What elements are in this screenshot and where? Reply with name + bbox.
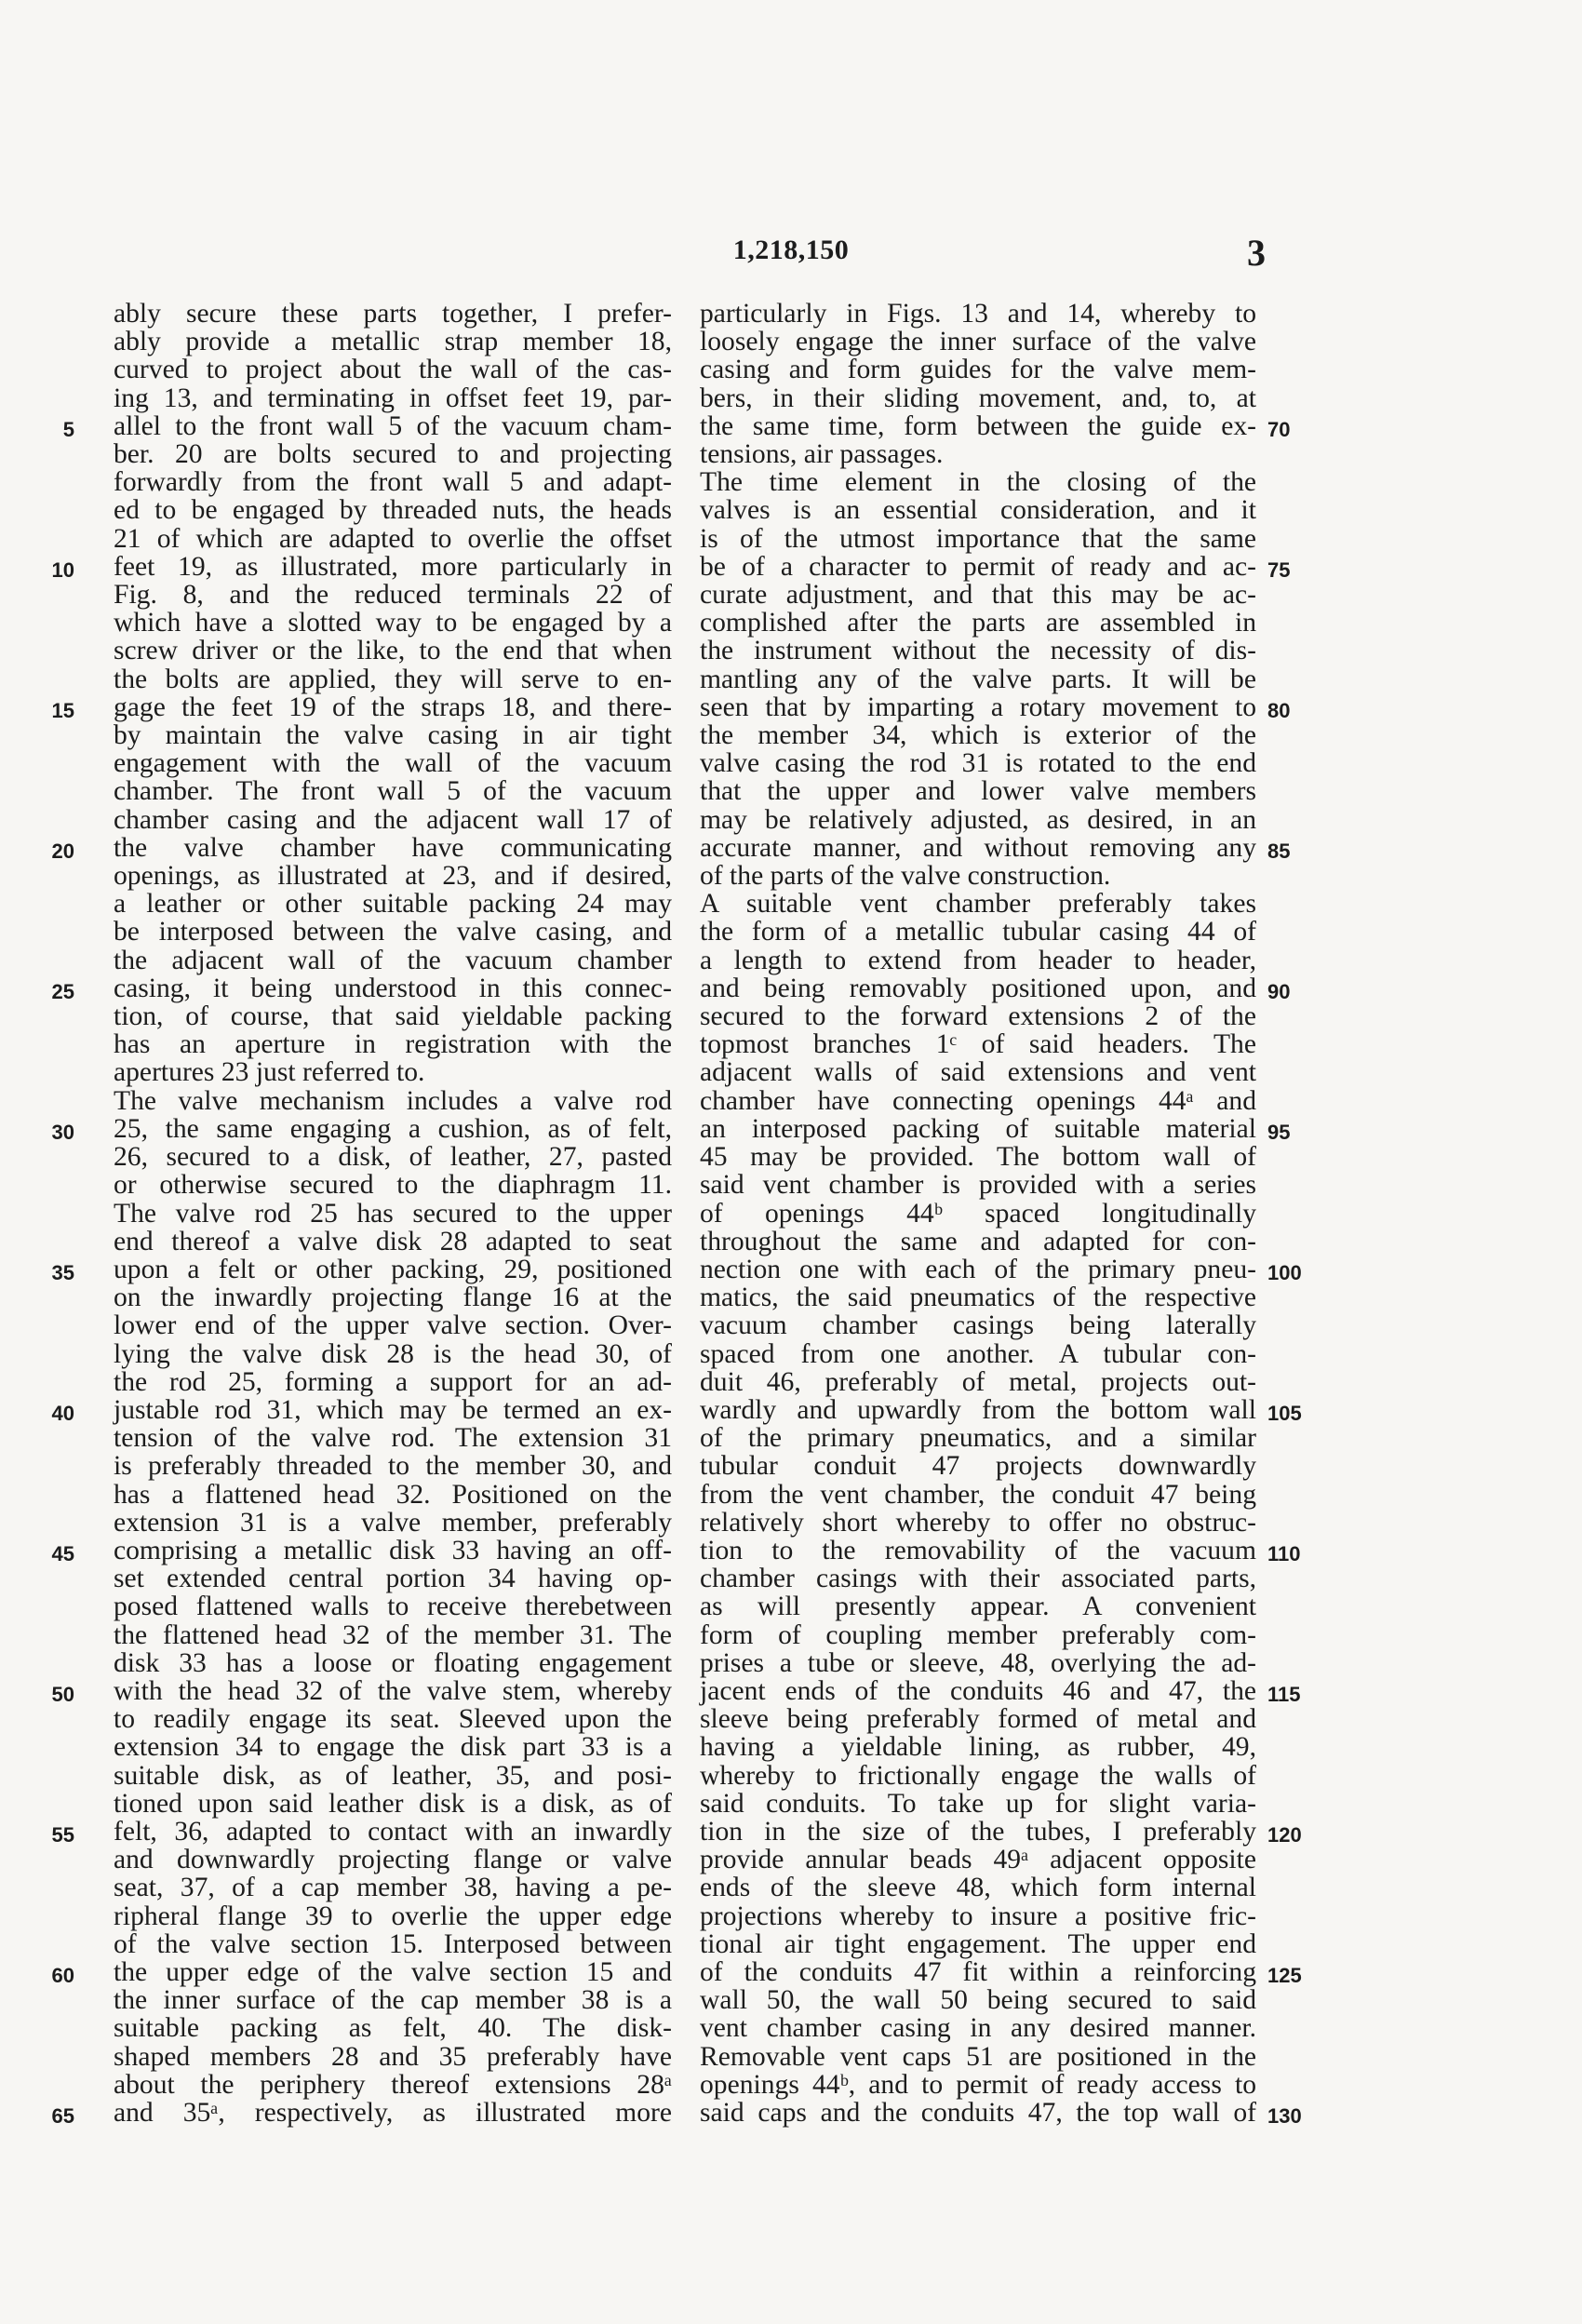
text-line: duit 46, preferably of metal, projects out-: [700, 1366, 1256, 1397]
right-column: [700, 300, 1256, 2127]
text-line: adjacent walls of said extensions and vent: [700, 1057, 1256, 1088]
line-number: 45: [51, 1541, 74, 1565]
text-line: wall 50, the wall 50 being secured to said: [700, 1985, 1256, 2016]
text-line: tion to the removability of the vacuum: [700, 1535, 1256, 1565]
line-number: 125: [1267, 1963, 1302, 1987]
page-number: 3: [1247, 232, 1266, 274]
text-line: seen that by imparting a rotary movement to: [700, 692, 1256, 722]
text-line: matics, the said pneumatics of the respective: [700, 1283, 1256, 1313]
text-line: ripheral flange 39 to overlie the upper edge: [114, 1901, 672, 1931]
text-line: 45 may be provided. The bottom wall of: [700, 1142, 1256, 1173]
text-line: bers, in their sliding movement, and, to, at: [700, 383, 1256, 413]
text-line: valves is an essential consideration, and it: [700, 495, 1256, 526]
text-line: screw driver or the like, to the end that when: [114, 636, 672, 666]
text-line: 25, the same engaging a cushion, as of felt,: [114, 1113, 672, 1144]
text-line: suitable disk, as of leather, 35, and posi-: [114, 1760, 672, 1791]
text-line: the adjacent wall of the vacuum chamber: [114, 945, 672, 975]
text-line: is preferably threaded to the member 30, and: [114, 1451, 672, 1482]
text-line: ends of the sleeve 48, which form internal: [700, 1873, 1256, 1903]
text-line: by maintain the valve casing in air tight: [114, 720, 672, 751]
text-line: wardly and upwardly from the bottom wall: [700, 1394, 1256, 1425]
text-line: openings 44ᵇ, and to permit of ready access to: [700, 2069, 1256, 2100]
text-line: projections whereby to insure a positive fric-: [700, 1901, 1256, 1931]
text-line: the same time, form between the guide ex-: [700, 410, 1256, 441]
text-line: The valve rod 25 has secured to the upper: [114, 1198, 672, 1229]
text-line: of the valve section 15. Interposed between: [114, 1928, 672, 1959]
text-line: from the vent chamber, the conduit 47 being: [700, 1479, 1256, 1510]
text-line: sleeve being preferably formed of metal and: [700, 1704, 1256, 1735]
line-number: 85: [1267, 839, 1291, 863]
text-line: the instrument without the necessity of dis-: [700, 636, 1256, 666]
text-line: with the head 32 of the valve stem, whereby: [114, 1675, 672, 1706]
text-line: be of a character to permit of ready and ac-: [700, 551, 1256, 582]
line-number: 95: [1267, 1120, 1291, 1144]
text-line: disk 33 has a loose or floating engagement: [114, 1647, 672, 1678]
text-line: chamber casing and the adjacent wall 17 of: [114, 804, 672, 835]
text-line: the inner surface of the cap member 38 is a: [114, 1985, 672, 2016]
line-number: 75: [1267, 557, 1291, 582]
text-line: Removable vent caps 51 are positioned in the: [700, 2041, 1256, 2072]
text-line: throughout the same and adapted for con-: [700, 1226, 1256, 1256]
text-line: the member 34, which is exterior of the: [700, 720, 1256, 751]
text-line: allel to the front wall 5 of the vacuum cham-: [114, 410, 672, 441]
text-line: extension 31 is a valve member, preferably: [114, 1507, 672, 1538]
text-line: a length to extend from header to header,: [700, 945, 1256, 975]
text-line: tension of the valve rod. The extension 31: [114, 1423, 672, 1454]
text-line: ably secure these parts together, I prefer-: [114, 299, 672, 329]
text-line: the form of a metallic tubular casing 44 of: [700, 917, 1256, 947]
text-line: a leather or other suitable packing 24 may: [114, 889, 672, 920]
text-line: ing 13, and terminating in offset feet 19, par-: [114, 383, 672, 413]
text-line: said conduits. To take up for slight varia-: [700, 1788, 1256, 1819]
text-line: loosely engage the inner surface of the valve: [700, 327, 1256, 357]
line-number: 5: [62, 417, 74, 441]
text-line: A suitable vent chamber preferably takes: [700, 889, 1256, 920]
text-line: ably provide a metallic strap member 18,: [114, 327, 672, 357]
text-line: about the periphery thereof extensions 28ᵃ: [114, 2069, 672, 2100]
text-line: casing and form guides for the valve mem-: [700, 355, 1256, 385]
text-line: The valve mechanism includes a valve rod: [114, 1085, 672, 1116]
text-line: has a flattened head 32. Positioned on the: [114, 1479, 672, 1510]
line-number: 105: [1267, 1401, 1302, 1425]
text-line: the upper edge of the valve section 15 and: [114, 1956, 672, 1987]
text-line: and downwardly projecting flange or valve: [114, 1845, 672, 1875]
text-line: is of the utmost importance that the same: [700, 523, 1256, 554]
text-line: seat, 37, of a cap member 38, having a pe-: [114, 1873, 672, 1903]
text-line: has an aperture in registration with the: [114, 1029, 672, 1060]
text-line: jacent ends of the conduits 46 and 47, the: [700, 1675, 1256, 1706]
text-line: of the primary pneumatics, and a similar: [700, 1423, 1256, 1454]
text-line: as will presently appear. A convenient: [700, 1592, 1256, 1622]
line-number: 120: [1267, 1822, 1302, 1847]
text-line: and 35ᵃ, respectively, as illustrated more: [114, 2098, 672, 2128]
text-line: vacuum chamber casings being laterally: [700, 1310, 1256, 1341]
text-line: be interposed between the valve casing, and: [114, 917, 672, 947]
text-line: ed to be engaged by threaded nuts, the heads: [114, 495, 672, 526]
text-line: to readily engage its seat. Sleeved upon the: [114, 1704, 672, 1735]
text-line: said vent chamber is provided with a series: [700, 1170, 1256, 1201]
line-number: 115: [1267, 1682, 1301, 1706]
text-line: justable rod 31, which may be termed an ex-: [114, 1394, 672, 1425]
text-line: shaped members 28 and 35 preferably have: [114, 2041, 672, 2072]
text-line: suitable packing as felt, 40. The disk-: [114, 2013, 672, 2044]
text-line: that the upper and lower valve members: [700, 776, 1256, 807]
text-line: tional air tight engagement. The upper end: [700, 1928, 1256, 1959]
text-line: of the conduits 47 fit within a reinforcing: [700, 1956, 1256, 1987]
text-line: accurate manner, and without removing any: [700, 832, 1256, 863]
text-line: engagement with the wall of the vacuum: [114, 748, 672, 779]
text-line: topmost branches 1ᶜ of said headers. The: [700, 1029, 1256, 1060]
text-line: nection one with each of the primary pneu-: [700, 1254, 1256, 1284]
line-number: 100: [1267, 1260, 1302, 1284]
text-line: tioned upon said leather disk is a disk, as of: [114, 1788, 672, 1819]
text-line: apertures 23 just referred to.: [114, 1057, 425, 1088]
text-line: tion in the size of the tubes, I preferably: [700, 1816, 1256, 1847]
text-line: Fig. 8, and the reduced terminals 22 of: [114, 580, 672, 611]
text-line: may be relatively adjusted, as desired, in an: [700, 804, 1256, 835]
patent-number: 1,218,150: [732, 235, 850, 265]
text-line: casing, it being understood in this connec-: [114, 973, 672, 1003]
text-line: posed flattened walls to receive therebetween: [114, 1592, 672, 1622]
text-line: 26, secured to a disk, of leather, 27, pasted: [114, 1142, 672, 1173]
line-number: 70: [1267, 417, 1291, 441]
line-number: 20: [51, 839, 74, 863]
text-line: and being removably positioned upon, and: [700, 973, 1256, 1003]
text-line: secured to the forward extensions 2 of the: [700, 1001, 1256, 1032]
line-number: 15: [51, 698, 74, 722]
text-line: the bolts are applied, they will serve to en-: [114, 664, 672, 694]
text-line: chamber. The front wall 5 of the vacuum: [114, 776, 672, 807]
text-line: provide annular beads 49ᵃ adjacent opposite: [700, 1845, 1256, 1875]
text-line: upon a felt or other packing, 29, positioned: [114, 1254, 672, 1284]
text-line: extension 34 to engage the disk part 33 is a: [114, 1732, 672, 1763]
text-line: comprising a metallic disk 33 having an off-: [114, 1535, 672, 1565]
text-line: mantling any of the valve parts. It will be: [700, 664, 1256, 694]
text-line: or otherwise secured to the diaphragm 11.: [114, 1170, 672, 1201]
text-line: spaced from one another. A tubular con-: [700, 1338, 1256, 1369]
text-line: of the parts of the valve construction.: [700, 861, 1111, 892]
text-line: curate adjustment, and that this may be ac-: [700, 580, 1256, 611]
text-line: end thereof a valve disk 28 adapted to seat: [114, 1226, 672, 1256]
line-number: 130: [1267, 2103, 1302, 2128]
text-line: ber. 20 are bolts secured to and projecting: [114, 439, 672, 470]
line-number: 80: [1267, 698, 1291, 722]
text-line: The time element in the closing of the: [700, 467, 1256, 498]
text-line: tensions, air passages.: [700, 439, 944, 470]
text-line: the valve chamber have communicating: [114, 832, 672, 863]
line-number: 90: [1267, 979, 1291, 1003]
text-line: form of coupling member preferably com-: [700, 1619, 1256, 1650]
text-line: chamber casings with their associated parts,: [700, 1564, 1256, 1594]
text-line: chamber have connecting openings 44ᵃ and: [700, 1085, 1256, 1116]
text-line: set extended central portion 34 having op-: [114, 1564, 672, 1594]
text-line: tubular conduit 47 projects downwardly: [700, 1451, 1256, 1482]
line-number: 110: [1267, 1541, 1301, 1565]
line-number: 35: [51, 1260, 74, 1284]
text-line: feet 19, as illustrated, more particularly in: [114, 551, 672, 582]
text-line: the rod 25, forming a support for an ad-: [114, 1366, 672, 1397]
text-line: curved to project about the wall of the cas-: [114, 355, 672, 385]
text-line: whereby to frictionally engage the walls of: [700, 1760, 1256, 1791]
text-line: an interposed packing of suitable material: [700, 1113, 1256, 1144]
line-number: 25: [51, 979, 74, 1003]
line-number: 55: [51, 1822, 74, 1847]
text-line: openings, as illustrated at 23, and if desired,: [114, 861, 672, 892]
text-line: complished after the parts are assembled in: [700, 608, 1256, 638]
text-line: 21 of which are adapted to overlie the offset: [114, 523, 672, 554]
text-line: valve casing the rod 31 is rotated to the end: [700, 748, 1256, 779]
text-line: lower end of the upper valve section. Over-: [114, 1310, 672, 1341]
text-line: vent chamber casing in any desired manner.: [700, 2013, 1256, 2044]
line-number: 65: [51, 2103, 74, 2128]
line-number: 10: [51, 557, 74, 582]
text-line: of openings 44ᵇ spaced longitudinally: [700, 1198, 1256, 1229]
text-line: the flattened head 32 of the member 31. The: [114, 1619, 672, 1650]
text-line: particularly in Figs. 13 and 14, whereby to: [700, 299, 1256, 329]
text-line: which have a slotted way to be engaged by a: [114, 608, 672, 638]
text-line: felt, 36, adapted to contact with an inwardly: [114, 1816, 672, 1847]
line-number: 40: [51, 1401, 74, 1425]
text-line: forwardly from the front wall 5 and adapt-: [114, 467, 672, 498]
line-number: 60: [51, 1963, 74, 1987]
line-number: 30: [51, 1120, 74, 1144]
text-line: tion, of course, that said yieldable packing: [114, 1001, 672, 1032]
text-line: having a yieldable lining, as rubber, 49,: [700, 1732, 1256, 1763]
text-line: relatively short whereby to offer no obstruc-: [700, 1507, 1256, 1538]
text-line: prises a tube or sleeve, 48, overlying the ad-: [700, 1647, 1256, 1678]
text-line: gage the feet 19 of the straps 18, and there-: [114, 692, 672, 722]
line-number: 50: [51, 1682, 74, 1706]
text-line: on the inwardly projecting flange 16 at the: [114, 1283, 672, 1313]
left-column: [114, 300, 672, 2127]
text-line: said caps and the conduits 47, the top wall of: [700, 2098, 1256, 2128]
text-line: lying the valve disk 28 is the head 30, of: [114, 1338, 672, 1369]
